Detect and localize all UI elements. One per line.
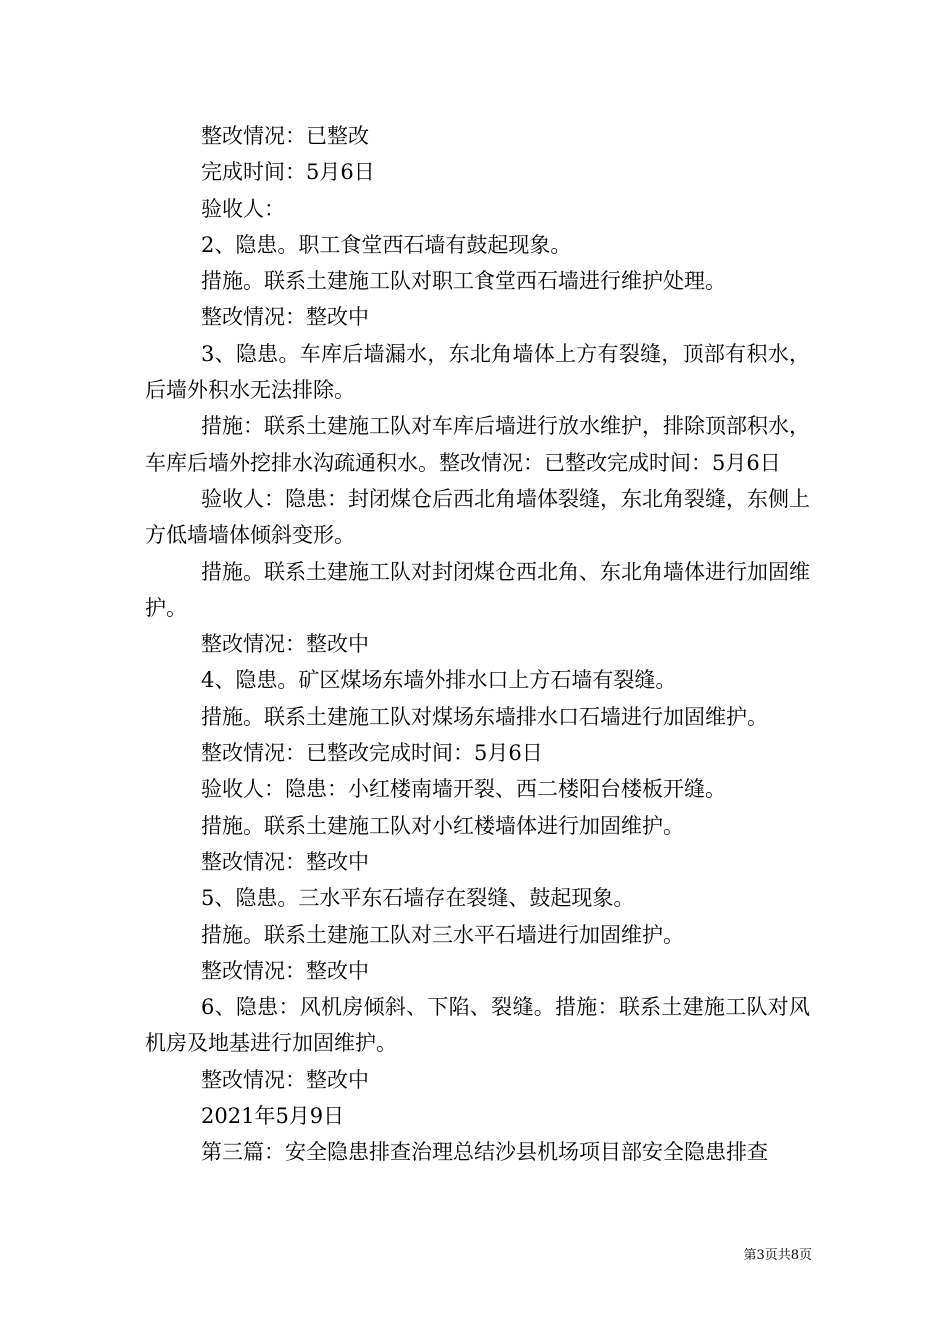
paragraph-measure-red-building: 措施。联系土建施工队对小红楼墙体进行加固维护。 [201,813,684,838]
paragraph-completion-time-1: 完成时间：5月6日 [201,160,375,185]
paragraph-inspector-hazard-red-building: 验收人：隐患：小红楼南墙开裂、西二楼阳台楼板开缝。 [201,777,726,802]
paragraph-rectification-status-4: 整改情况：已整改完成时间：5月6日 [201,741,543,766]
paragraph-rectification-status-1: 整改情况：已整改 [201,124,369,148]
paragraph-measure-2: 措施。联系土建施工队对职工食堂西石墙进行维护处理。 [201,269,726,294]
paragraph-hazard-2: 2、隐患。职工食堂西石墙有鼓起现象。 [201,232,572,257]
document-body [145,118,810,1171]
paragraph-hazard-6: 6、隐患：风机房倾斜、下陷、裂缝。措施：联系土建施工队对风机房及地基进行加固维护。 [145,995,810,1056]
paragraph-hazard-5: 5、隐患。三水平东石墙存在裂缝、鼓起现象。 [201,886,635,911]
paragraph-section-heading: 第三篇：安全隐患排查治理总结沙县机场项目部安全隐患排查 [201,1140,768,1165]
paragraph-measure-coal-bunker: 措施。联系土建施工队对封闭煤仓西北角、东北角墙体进行加固维护。 [145,559,810,620]
paragraph-rectification-status-red-building: 整改情况：整改中 [201,849,369,874]
paragraph-hazard-4: 4、隐患。矿区煤场东墙外排水口上方石墙有裂缝。 [201,668,677,693]
paragraph-inspector-1: 验收人： [201,196,285,221]
page-number-footer: 第3页共8页 [743,1248,812,1263]
paragraph-measure-4: 措施。联系土建施工队对煤场东墙排水口石墙进行加固维护。 [201,704,768,729]
paragraph-rectification-status-coal-bunker: 整改情况：整改中 [201,632,369,657]
paragraph-rectification-status-5: 整改情况：整改中 [201,958,369,983]
paragraph-date: 2021年5月9日 [201,1104,345,1129]
paragraph-inspector-hazard-coal-bunker: 验收人：隐患：封闭煤仓后西北角墙体裂缝，东北角裂缝，东侧上方低墙墙体倾斜变形。 [145,486,810,548]
paragraph-measure-5: 措施。联系土建施工队对三水平石墙进行加固维护。 [201,922,684,947]
paragraph-rectification-status-6: 整改情况：整改中 [201,1067,369,1092]
paragraph-hazard-3: 3、隐患。车库后墙漏水，东北角墙体上方有裂缝，顶部有积水，后墙外积水无法排除。 [145,341,810,403]
paragraph-measure-3: 措施：联系土建施工队对车库后墙进行放水维护，排除顶部积水，车库后墙外挖排水沟疏通积水。整改情况：已整改完成时间：5月6日 [145,414,810,475]
paragraph-rectification-status-2: 整改情况：整改中 [201,305,369,330]
